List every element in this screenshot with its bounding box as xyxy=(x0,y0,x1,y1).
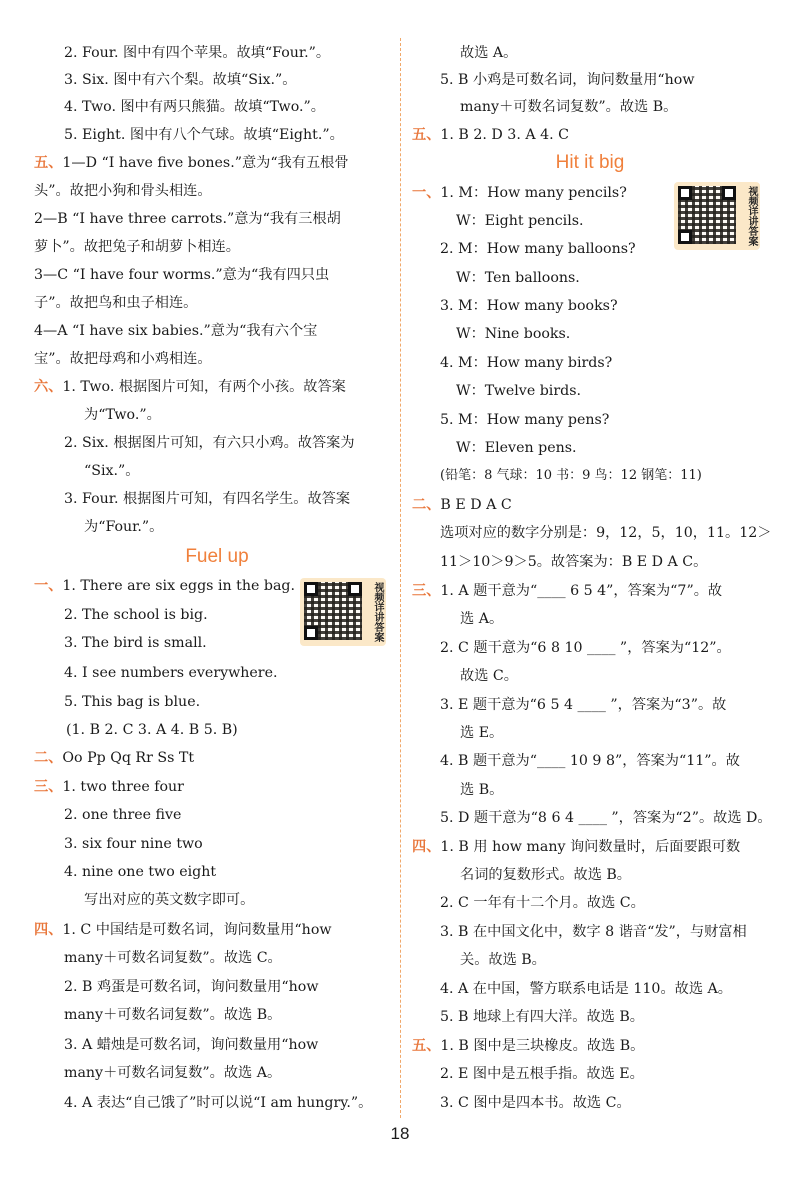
answer-line xyxy=(412,663,768,689)
answer-line xyxy=(34,887,400,913)
answer-text: 4. M：How many birds? xyxy=(440,355,613,371)
answer-line xyxy=(34,1090,400,1116)
answer-line xyxy=(412,94,768,120)
answer-text: 4. B 题干意为“____ 10 9 8”，答案为“11”。故 xyxy=(440,753,740,769)
answer-text: 1. Two. 根据图片可知，有两个小孩。故答案 xyxy=(62,379,346,395)
answer-line xyxy=(412,1090,768,1116)
answer-text: 1—D “I have five bones.”意为“我有五根骨 xyxy=(62,155,349,171)
answer-line xyxy=(34,122,400,148)
answer-text: W：Nine books. xyxy=(456,326,571,342)
answer-line xyxy=(412,606,768,632)
answer-line xyxy=(412,862,768,888)
answer-text: 3. A 蜡烛是可数名词，询问数量用“how xyxy=(64,1037,319,1053)
answer-line xyxy=(34,206,400,232)
answer-line xyxy=(34,346,400,372)
answer-text: 为“Two.”。 xyxy=(84,407,161,423)
answer-line xyxy=(34,573,400,599)
answer-text: many＋可数名词复数”。故选 B。 xyxy=(64,1007,282,1023)
answer-text: 5. M：How many pens? xyxy=(440,412,610,428)
answer-line xyxy=(412,492,768,518)
answer-line xyxy=(412,293,768,319)
answer-line xyxy=(34,602,400,628)
answer-text: 1. B 图中是三块橡皮。故选 B。 xyxy=(440,1038,645,1054)
answer-line xyxy=(34,745,400,771)
answer-text: 选 A。 xyxy=(460,611,504,627)
answer-text: 宝”。故把母鸡和小鸡相连。 xyxy=(34,351,212,367)
answer-text: 4. I see numbers everywhere. xyxy=(64,665,278,681)
answer-text: 5. Eight. 图中有八个气球。故填“Eight.”。 xyxy=(64,127,344,143)
answer-text: 2. E 图中是五根手指。故选 E。 xyxy=(440,1066,644,1082)
answer-line xyxy=(34,1032,400,1058)
answer-text: W：Eight pencils. xyxy=(456,213,584,229)
answer-text: 1. There are six eggs in the bag. xyxy=(62,578,296,594)
answer-text: 3. E 题干意为“6 5 4 ____ ”，答案为“3”。故 xyxy=(440,697,727,713)
answer-line xyxy=(34,178,400,204)
answer-text: 5. B 地球上有四大洋。故选 B。 xyxy=(440,1009,644,1025)
answer-text: 1. A 题干意为“____ 6 5 4”，答案为“7”。故 xyxy=(440,583,723,599)
answer-text: W：Twelve birds. xyxy=(456,383,581,399)
answer-text: 2—B “I have three carrots.”意为“我有三根胡 xyxy=(34,211,341,227)
answer-text: 2. The school is big. xyxy=(64,607,208,623)
answer-text: 选项对应的数字分别是：9，12，5，10，11。12＞ xyxy=(440,525,772,541)
answer-text: 5. B 小鸡是可数名词，询问数量用“how xyxy=(440,72,695,88)
answer-text: 3. six four nine two xyxy=(64,836,203,852)
answer-line xyxy=(34,689,400,715)
section-number-tag: 三、 xyxy=(34,779,63,795)
answer-text: 4. A 在中国，警方联系电话是 110。故选 A。 xyxy=(440,981,732,997)
answer-line xyxy=(34,40,400,66)
answer-text: 1. C 中国结是可数名词，询问数量用“how xyxy=(62,922,332,938)
answer-line xyxy=(412,1033,768,1059)
answer-line xyxy=(412,635,768,661)
section-number-tag: 三、 xyxy=(412,583,441,599)
answer-line xyxy=(34,802,400,828)
answer-text: 2. C 题干意为“6 8 10 ____ ”，答案为“12”。 xyxy=(440,640,731,656)
answer-line xyxy=(412,67,768,93)
answer-text: Oo Pp Qq Rr Ss Tt xyxy=(62,750,195,766)
answer-line xyxy=(34,945,400,971)
answer-line xyxy=(34,831,400,857)
section-number-tag: 五、 xyxy=(34,155,63,171)
answer-line xyxy=(34,917,400,943)
answer-line xyxy=(412,890,768,916)
section-number-tag: 二、 xyxy=(412,497,441,513)
column-divider xyxy=(400,38,401,1118)
answer-text: 4—A “I have six babies.”意为“我有六个宝 xyxy=(34,323,318,339)
answer-text: 2. one three five xyxy=(64,807,182,823)
answer-line xyxy=(34,458,400,484)
section-number-tag: 二、 xyxy=(34,750,63,766)
answer-line xyxy=(412,321,768,347)
answer-line xyxy=(34,290,400,316)
answer-line xyxy=(34,486,400,512)
answer-line xyxy=(34,1060,400,1086)
answer-line xyxy=(412,692,768,718)
answer-text: 选 B。 xyxy=(460,782,504,798)
answer-text: 头”。故把小狗和骨头相连。 xyxy=(34,183,212,199)
answer-line xyxy=(412,748,768,774)
answer-text: W：Ten balloons. xyxy=(456,270,580,286)
answer-text: 2. C 一年有十二个月。故选 C。 xyxy=(440,895,645,911)
answer-line xyxy=(412,180,768,206)
answer-line xyxy=(34,974,400,1000)
answer-text: 5. This bag is blue. xyxy=(64,694,201,710)
answer-line xyxy=(34,514,400,540)
section-title-fuel-up: Fuel up xyxy=(185,546,249,567)
answer-line xyxy=(34,717,400,743)
answer-line xyxy=(412,378,768,404)
answer-text: 3. Six. 图中有六个梨。故填“Six.”。 xyxy=(64,72,297,88)
answer-line xyxy=(412,777,768,803)
answer-line xyxy=(412,40,768,66)
section-number-tag: 一、 xyxy=(34,578,63,594)
answer-text: 4. Two. 图中有两只熊猫。故填“Two.”。 xyxy=(64,99,325,115)
answer-text: 为“Four.”。 xyxy=(84,519,164,535)
answer-line xyxy=(412,834,768,860)
answer-text: 2. Six. 根据图片可知，有六只小鸡。故答案为 xyxy=(64,435,355,451)
answer-line xyxy=(34,67,400,93)
section-number-tag: 五、 xyxy=(412,127,441,143)
answer-line xyxy=(412,720,768,746)
answer-line xyxy=(412,122,768,148)
answer-line xyxy=(412,1004,768,1030)
answer-text: many＋可数名词复数”。故选 B。 xyxy=(460,99,678,115)
answer-text: 3. M：How many books? xyxy=(440,298,618,314)
answer-line xyxy=(412,947,768,973)
answer-text: 子”。故把鸟和虫子相连。 xyxy=(34,295,198,311)
answer-line xyxy=(412,976,768,1002)
answer-line xyxy=(412,236,768,262)
answer-text: (铅笔：8 气球：10 书：9 鸟：12 钢笔：11) xyxy=(440,468,702,483)
answer-line xyxy=(34,234,400,260)
section-number-tag: 四、 xyxy=(34,922,63,938)
answer-text: “Six.”。 xyxy=(84,463,140,479)
answer-line xyxy=(412,463,768,489)
answer-text: B E D A C xyxy=(440,497,512,513)
answer-line xyxy=(412,919,768,945)
answer-text: 2. B 鸡蛋是可数名词，询问数量用“how xyxy=(64,979,319,995)
answer-line xyxy=(412,208,768,234)
answer-text: 写出对应的英文数字即可。 xyxy=(84,892,255,908)
answer-line xyxy=(412,407,768,433)
answer-line xyxy=(34,262,400,288)
answer-text: 3. Four. 根据图片可知，有四名学生。故答案 xyxy=(64,491,351,507)
answer-text: 故选 A。 xyxy=(460,45,518,61)
answer-line xyxy=(412,520,772,546)
section-title-hit-it-big: Hit it big xyxy=(555,152,625,173)
answer-text: many＋可数名词复数”。故选 A。 xyxy=(64,1065,282,1081)
answer-text: 2. Four. 图中有四个苹果。故填“Four.”。 xyxy=(64,45,331,61)
answer-text: 4. nine one two eight xyxy=(64,864,217,880)
answer-line xyxy=(34,402,400,428)
answer-line xyxy=(412,549,768,575)
qr-label: 视频详讲答案 xyxy=(746,186,757,246)
section-number-tag: 五、 xyxy=(412,1038,441,1054)
answer-text: 11＞10＞9＞5。故答案为：B E D A C。 xyxy=(440,554,708,570)
answer-text: 萝卜”。故把兔子和胡萝卜相连。 xyxy=(34,239,240,255)
answer-line xyxy=(34,94,400,120)
answer-line xyxy=(412,265,768,291)
answer-text: 1. B 用 how many 询问数量时，后面要跟可数 xyxy=(440,839,741,855)
answer-line xyxy=(34,660,400,686)
answer-text: 5. D 题干意为“8 6 4 ____ ”，答案为“2”。故选 D。 xyxy=(440,810,772,826)
answer-line xyxy=(34,630,400,656)
answer-text: 故选 C。 xyxy=(460,668,518,684)
answer-text: W：Eleven pens. xyxy=(456,440,577,456)
answer-text: 关。故选 B。 xyxy=(460,952,546,968)
answer-text: 3—C “I have four worms.”意为“我有四只虫 xyxy=(34,267,330,283)
answer-line xyxy=(34,859,400,885)
answer-line xyxy=(34,318,400,344)
answer-text: many＋可数名词复数”。故选 C。 xyxy=(64,950,282,966)
answer-line xyxy=(34,430,400,456)
answer-text: 3. C 图中是四本书。故选 C。 xyxy=(440,1095,631,1111)
answer-text: (1. B 2. C 3. A 4. B 5. B) xyxy=(66,722,238,738)
answer-line xyxy=(412,805,772,831)
answer-line xyxy=(34,150,400,176)
answer-text: 3. B 在中国文化中，数字 8 谐音“发”，与财富相 xyxy=(440,924,747,940)
answer-text: 名词的复数形式。故选 B。 xyxy=(460,867,631,883)
answer-text: 4. A 表达“自己饿了”时可以说“I am hungry.”。 xyxy=(64,1095,373,1111)
answer-line xyxy=(34,1002,400,1028)
section-number-tag: 六、 xyxy=(34,379,63,395)
answer-line xyxy=(412,578,768,604)
answer-line xyxy=(412,1061,768,1087)
section-number-tag: 四、 xyxy=(412,839,441,855)
answer-line xyxy=(412,350,768,376)
answer-text: 选 E。 xyxy=(460,725,504,741)
answer-line xyxy=(412,435,768,461)
section-number-tag: 一、 xyxy=(412,185,441,201)
page-number: 18 xyxy=(390,1124,410,1143)
answer-line xyxy=(34,774,400,800)
answer-line xyxy=(34,374,400,400)
answer-text: 1. M：How many pencils? xyxy=(440,185,627,201)
qr-label: 视频详讲答案 xyxy=(372,582,383,642)
answer-text: 2. M：How many balloons? xyxy=(440,241,636,257)
answer-text: 1. two three four xyxy=(62,779,184,795)
answer-text: 1. B 2. D 3. A 4. C xyxy=(440,127,570,143)
answer-text: 3. The bird is small. xyxy=(64,635,207,651)
